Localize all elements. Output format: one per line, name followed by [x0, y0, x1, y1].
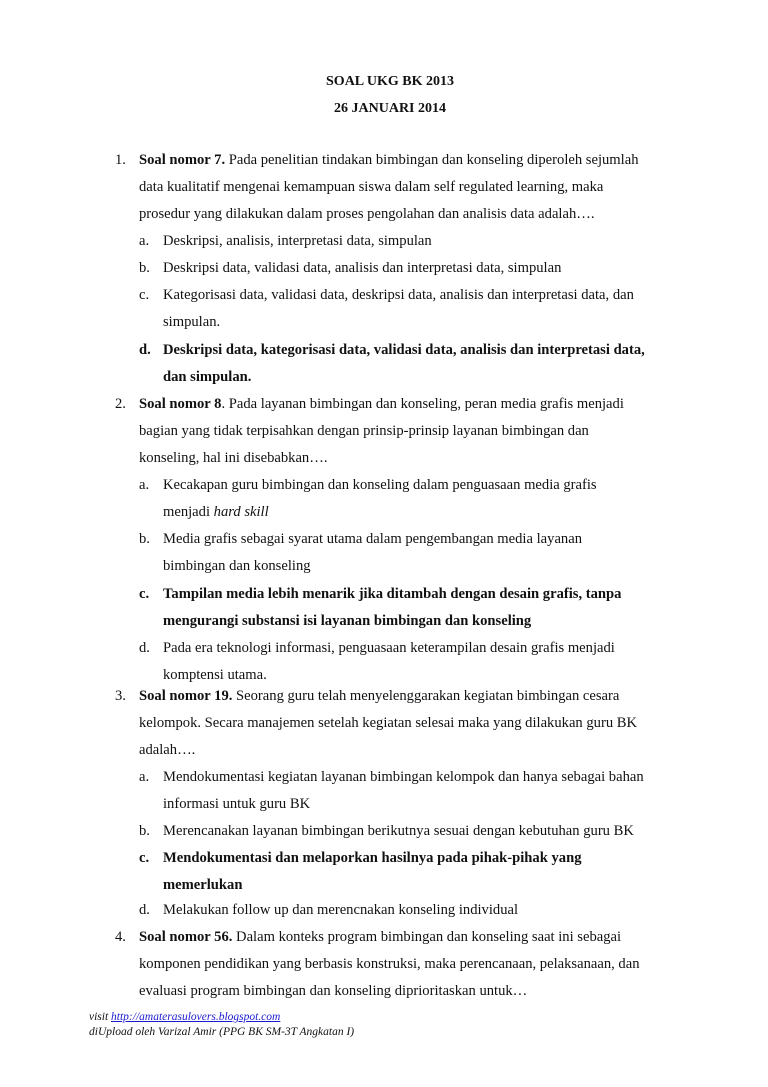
option-c-text: simpulan. [163, 314, 221, 330]
option-letter: a. [139, 233, 150, 249]
option-letter: c. [139, 287, 150, 303]
option-letter-correct: c. [139, 850, 150, 866]
option-c-text: Kategorisasi data, validasi data, deskripsi data, analisis dan interpretasi data, dan [163, 287, 634, 303]
option-letter: d. [139, 902, 150, 918]
option-a-italic-term: hard skill [213, 504, 269, 520]
option-d-text: komptensi utama. [163, 667, 267, 683]
option-d-text: Melakukan follow up dan merencnakan konseling individual [163, 902, 519, 918]
question-stem-line: data kualitatif mengenai kemampuan siswa dalam self regulated learning, maka [139, 179, 604, 195]
question-label: Soal nomor 19. [139, 688, 233, 704]
option-letter: d. [139, 640, 150, 656]
question-number: 3. [115, 688, 126, 704]
question-stem-line: adalah…. [139, 742, 196, 758]
question-stem-line [139, 929, 621, 946]
option-letter: b. [139, 823, 150, 839]
option-a-text-plain: menjadi [163, 504, 214, 520]
option-a-text [163, 504, 269, 521]
option-b-text: Media grafis sebagai syarat utama dalam pengembangan media layanan [163, 531, 582, 547]
question-stem-line [139, 396, 624, 413]
option-letter: a. [139, 769, 150, 785]
question-stem-text: Dalam konteks program bimbingan dan konseling saat ini sebagai [232, 929, 622, 945]
option-c-correct-text: Mendokumentasi dan melaporkan hasilnya pada pihak-pihak yang [163, 850, 582, 866]
question-stem-text: . Pada layanan bimbingan dan konseling, peran media grafis menjadi [221, 396, 624, 412]
option-letter-correct: c. [139, 586, 150, 602]
question-stem-line: kelompok. Secara manajemen setelah kegiatan selesai maka yang dilakukan guru BK [139, 715, 638, 731]
question-label: Soal nomor 7. [139, 152, 226, 168]
page-title: SOAL UKG BK 2013 [326, 74, 454, 89]
footer-blog-link[interactable]: http://amaterasulovers.blogspot.com [111, 1011, 281, 1023]
option-letter: b. [139, 260, 150, 276]
option-letter: b. [139, 531, 150, 547]
question-stem-line: bagian yang tidak terpisahkan dengan prinsip-prinsip layanan bimbingan dan [139, 423, 589, 439]
question-stem-line [139, 152, 639, 169]
option-a-text: Mendokumentasi kegiatan layanan bimbingan kelompok dan hanya sebagai bahan [163, 769, 644, 785]
question-stem-line: komponen pendidikan yang berbasis konstruksi, maka perencanaan, pelaksanaan, dan [139, 956, 640, 972]
option-b-text: Deskripsi data, validasi data, analisis dan interpretasi data, simpulan [163, 260, 562, 276]
question-stem-line [139, 688, 619, 705]
option-letter-correct: d. [139, 342, 151, 358]
option-a-text: Kecakapan guru bimbingan dan konseling dalam penguasaan media grafis [163, 477, 597, 493]
question-stem-text: Pada penelitian tindakan bimbingan dan konseling diperoleh sejumlah [225, 152, 639, 168]
option-c-correct-text: memerlukan [163, 877, 243, 893]
footer-uploader: diUpload oleh Varizal Amir (PPG BK SM-3T Angkatan I) [89, 1026, 355, 1038]
footer-visit-prefix: visit [89, 1011, 112, 1023]
question-stem-line: prosedur yang dilakukan dalam proses pengolahan dan analisis data adalah…. [139, 206, 595, 222]
question-stem-text: Seorang guru telah menyelenggarakan kegiatan bimbingan cesara [232, 688, 620, 704]
question-label: Soal nomor 56. [139, 929, 233, 945]
option-d-text: Pada era teknologi informasi, penguasaan keterampilan desain grafis menjadi [163, 640, 615, 656]
option-letter: a. [139, 477, 150, 493]
footer-visit-line [89, 1011, 280, 1023]
option-d-correct-text: Deskripsi data, kategorisasi data, validasi data, analisis dan interpretasi data, [163, 342, 645, 358]
question-number: 2. [115, 396, 126, 412]
question-number: 4. [115, 929, 126, 945]
option-b-text: Merencanakan layanan bimbingan berikutnya sesuai dengan kebutuhan guru BK [163, 823, 634, 839]
option-a-text: informasi untuk guru BK [163, 796, 311, 812]
question-number: 1. [115, 152, 126, 168]
question-label: Soal nomor 8 [139, 396, 222, 412]
option-b-text: bimbingan dan konseling [163, 558, 311, 574]
option-c-correct-text: Tampilan media lebih menarik jika ditambah dengan desain grafis, tanpa [163, 586, 622, 602]
page-date: 26 JANUARI 2014 [334, 101, 446, 116]
option-a-text: Deskripsi, analisis, interpretasi data, simpulan [163, 233, 432, 249]
option-d-correct-text: dan simpulan. [163, 369, 252, 385]
question-stem-line: evaluasi program bimbingan dan konseling diprioritaskan untuk… [139, 983, 528, 999]
question-stem-line: konseling, hal ini disebabkan…. [139, 450, 328, 466]
option-c-correct-text: mengurangi substansi isi layanan bimbingan dan konseling [163, 613, 532, 629]
